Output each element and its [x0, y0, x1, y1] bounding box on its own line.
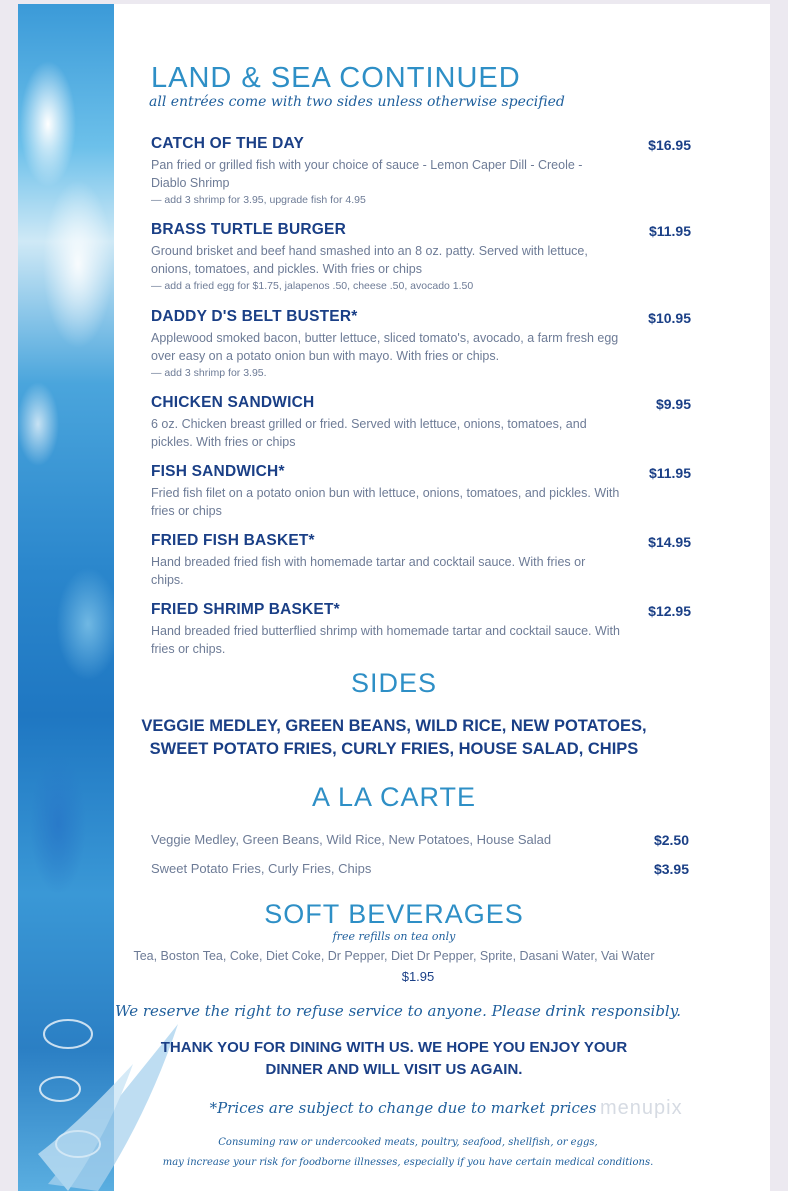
menu-item [151, 308, 691, 382]
item-name: CATCH OF THE DAY [151, 135, 305, 152]
item-description: Fried fish filet on a potato onion bun with lettuce, onions, tomatoes, and pickles. With fries or chips [151, 486, 620, 518]
sides-line: VEGGIE MEDLEY, GREEN BEANS, WILD RICE, NEW POTATOES, [141, 717, 647, 735]
a-la-carte-label: Veggie Medley, Green Beans, Wild Rice, New Potatoes, House Salad [151, 832, 552, 847]
item-description: Pan fried or grilled fish with your choice of sauce - Lemon Caper Dill - Creole - Diablo Shrimp [151, 158, 583, 190]
item-price: $12.95 [648, 603, 691, 619]
item-price: $11.95 [648, 465, 691, 481]
advisory-line: may increase your risk for foodborne illnesses, especially if you have certain medical conditions. [162, 1157, 654, 1168]
beverage-list: Tea, Boston Tea, Coke, Diet Coke, Dr Pepper, Diet Dr Pepper, Sprite, Dasani Water, Vai Water [133, 949, 655, 963]
item-description: Hand breaded fried fish with homemade tartar and cocktail sauce. With fries or chips. [151, 555, 586, 587]
item-extra: — add 3 shrimp for 3.95, upgrade fish for 4.95 [151, 194, 366, 206]
sides-list [18, 715, 770, 761]
item-name: DADDY D'S BELT BUSTER* [151, 308, 358, 325]
land-sea-title: LAND & SEA CONTINUED [151, 62, 521, 94]
menu-item [151, 135, 691, 209]
thank-you-line: DINNER AND WILL VISIT US AGAIN. [265, 1061, 523, 1078]
item-description: Hand breaded fried butterflied shrimp with homemade tartar and cocktail sauce. With fries or chips. [151, 624, 620, 656]
a-la-carte-price: $2.50 [653, 832, 689, 848]
item-description: Applewood smoked bacon, butter lettuce, sliced tomato's, avocado, a farm fresh egg over easy on a potato onion bun with mayo. With fries or chips. [151, 331, 619, 363]
thank-you-message [18, 1037, 770, 1081]
item-name: CHICKEN SANDWICH [151, 394, 315, 411]
item-name: BRASS TURTLE BURGER [151, 221, 346, 238]
item-price: $14.95 [648, 534, 691, 550]
a-la-carte-price: $3.95 [653, 861, 689, 877]
item-name: FISH SANDWICH* [151, 463, 285, 480]
menu-item [151, 394, 691, 451]
refill-note: free refills on tea only [332, 930, 456, 943]
a-la-carte-title: A LA CARTE [311, 782, 477, 812]
a-la-carte-row [151, 832, 689, 847]
a-la-carte-label: Sweet Potato Fries, Curly Fries, Chips [151, 861, 372, 876]
item-name: FRIED SHRIMP BASKET* [151, 601, 340, 618]
watermark-logo: menupix [600, 1097, 683, 1119]
item-price: $16.95 [648, 137, 691, 153]
item-extra: — add 3 shrimp for 3.95. [151, 367, 267, 379]
advisory-line: Consuming raw or undercooked meats, poultry, seafood, shellfish, or eggs, [218, 1137, 598, 1148]
a-la-carte-row [151, 861, 689, 876]
consumer-advisory [18, 1133, 770, 1173]
item-extra: — add a fried egg for $1.75, jalapenos .50, cheese .50, avocado 1.50 [151, 280, 474, 292]
sides-title: SIDES [350, 668, 438, 698]
menu-item [151, 221, 691, 295]
menu-item [151, 532, 691, 589]
sides-line: SWEET POTATO FRIES, CURLY FRIES, HOUSE SALAD, CHIPS [149, 740, 639, 758]
item-price: $9.95 [655, 396, 691, 412]
item-price: $11.95 [648, 223, 691, 239]
item-description: 6 oz. Chicken breast grilled or fried. Served with lettuce, onions, tomatoes, and pickles. With fries or chips [151, 417, 587, 449]
soft-beverages-title: SOFT BEVERAGES [264, 899, 524, 929]
menu-item [151, 601, 691, 658]
item-price: $10.95 [648, 310, 691, 326]
menu-page [18, 4, 770, 1191]
item-description: Ground brisket and beef hand smashed into an 8 oz. patty. Served with lettuce, onions, tomatoes, and pickles. With fries or chips [151, 244, 588, 276]
menu-item [151, 463, 691, 520]
thank-you-line: THANK YOU FOR DINING WITH US. WE HOPE YOU ENJOY YOUR [160, 1039, 628, 1056]
land-sea-subtitle: all entrées come with two sides unless otherwise specified [149, 94, 565, 110]
reserve-right-note: We reserve the right to refuse service to anyone. Please drink responsibly. [115, 1002, 681, 1020]
beverage-price: $1.95 [401, 969, 435, 984]
item-name: FRIED FISH BASKET* [151, 532, 315, 549]
prices-note: *Prices are subject to change due to market prices [209, 1099, 597, 1117]
